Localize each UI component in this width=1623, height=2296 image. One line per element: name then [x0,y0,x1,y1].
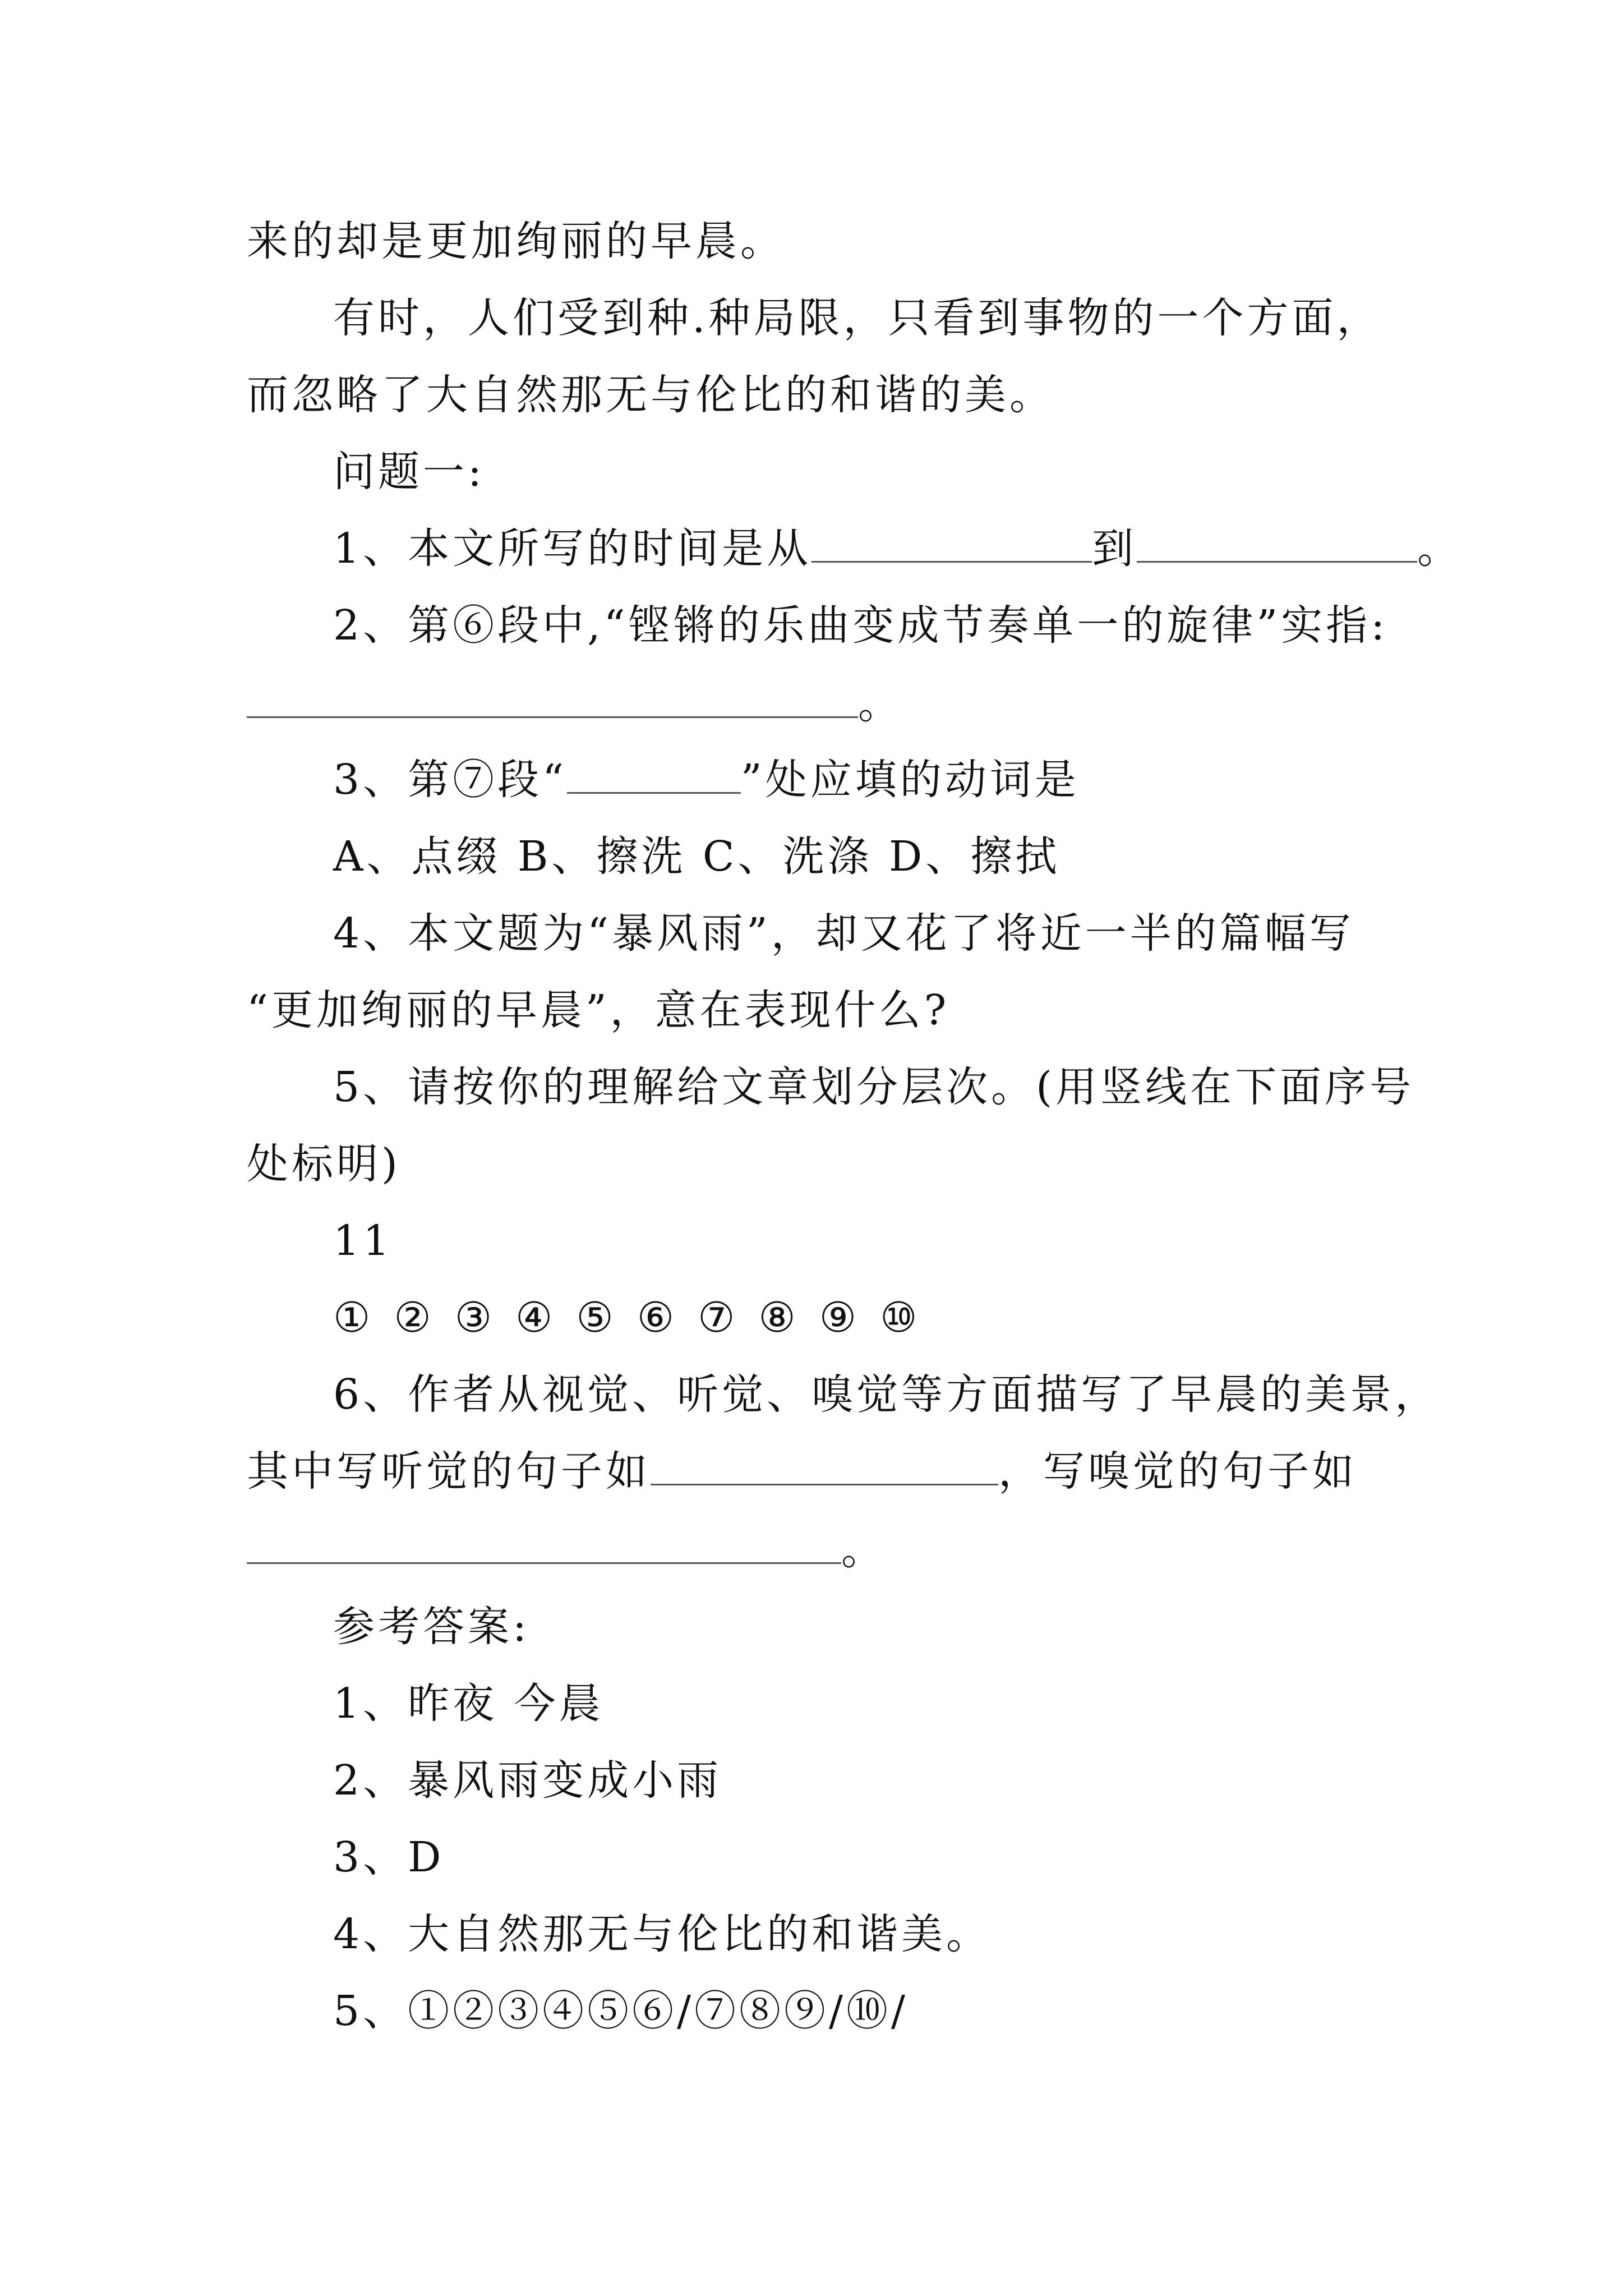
question-6-line-2 [247,1443,1357,1499]
question-4-line-1: 4、本文题为“暴风雨”，却又花了将近一半的篇幅写 [333,909,1354,958]
q2-end: 。 [858,680,903,728]
answer-3: 3、D [333,1833,445,1881]
q6-end: 。 [841,1526,886,1574]
circle-10[interactable]: ⑩ [880,1294,921,1342]
q3-prefix: 3、第⑦段“ [333,756,567,804]
question-6-answer-line [247,1522,886,1578]
circle-8[interactable]: ⑧ [758,1294,799,1342]
answer-2: 2、暴风雨变成小雨 [333,1756,722,1805]
q3-suffix: ”处应填的动词是 [740,756,1080,804]
circle-5[interactable]: ⑤ [576,1294,617,1342]
question-5-line-2: 处标明) [247,1140,401,1188]
q6-prefix: 其中写听觉的句子如 [247,1447,651,1496]
passage-para2-line-1: 有时，人们受到种.种局限，只看到事物的一个方面， [333,294,1382,342]
passage-line-1: 来的却是更加绚丽的早晨。 [247,217,785,265]
questions-heading: 问题一: [333,448,485,496]
question-5-circle-list [333,1290,940,1346]
q1-mid: 到 [1092,524,1137,573]
question-3 [333,752,1080,808]
question-2-answer-line [247,676,903,732]
answer-4: 4、大自然那无与伦比的和谐美。 [333,1910,992,1958]
circle-4[interactable]: ④ [515,1294,556,1342]
circle-2[interactable]: ② [394,1294,435,1342]
passage-para2-line-2: 而忽略了大自然那无与伦比的和谐的美。 [247,371,1054,419]
question-5-line-1: 5、请按你的理解给文章划分层次。(用竖线在下面序号 [333,1063,1414,1111]
circle-1[interactable]: ① [333,1294,374,1342]
q6-blank-smell[interactable] [247,1523,841,1564]
q6-blank-hearing[interactable] [651,1444,998,1485]
circle-3[interactable]: ③ [454,1294,496,1342]
q1-prefix: 1、本文所写的时间是从 [333,524,812,573]
q2-blank[interactable] [247,677,858,718]
question-6-line-1: 6、作者从视觉、听觉、嗅觉等方面描写了早晨的美景， [333,1370,1440,1419]
question-3-options: A、点缀 B、擦洗 C、洗涤 D、擦拭 [333,832,1061,881]
q1-blank-to[interactable] [1137,522,1417,563]
answer-1: 1、昨夜 今晨 [333,1680,604,1728]
question-4-line-2: “更加绚丽的早晨”，意在表现什么? [247,986,950,1034]
question-2: 2、第⑥段中,“铿锵的乐曲变成节奏单一的旋律”实指: [333,601,1389,650]
question-1 [333,521,1462,577]
answers-heading: 参考答案: [333,1603,530,1651]
circle-6[interactable]: ⑥ [637,1294,678,1342]
circle-7[interactable]: ⑦ [698,1294,739,1342]
question-5-number: 11 [333,1217,393,1265]
q1-blank-from[interactable] [811,522,1092,563]
q6-suffix: ，写嗅觉的句子如 [998,1447,1357,1496]
circle-9[interactable]: ⑨ [819,1294,860,1342]
q1-end: 。 [1417,524,1463,573]
q3-blank[interactable] [567,753,741,794]
answer-5: 5、①②③④⑤⑥/⑦⑧⑨/⑩/ [333,1987,909,2035]
